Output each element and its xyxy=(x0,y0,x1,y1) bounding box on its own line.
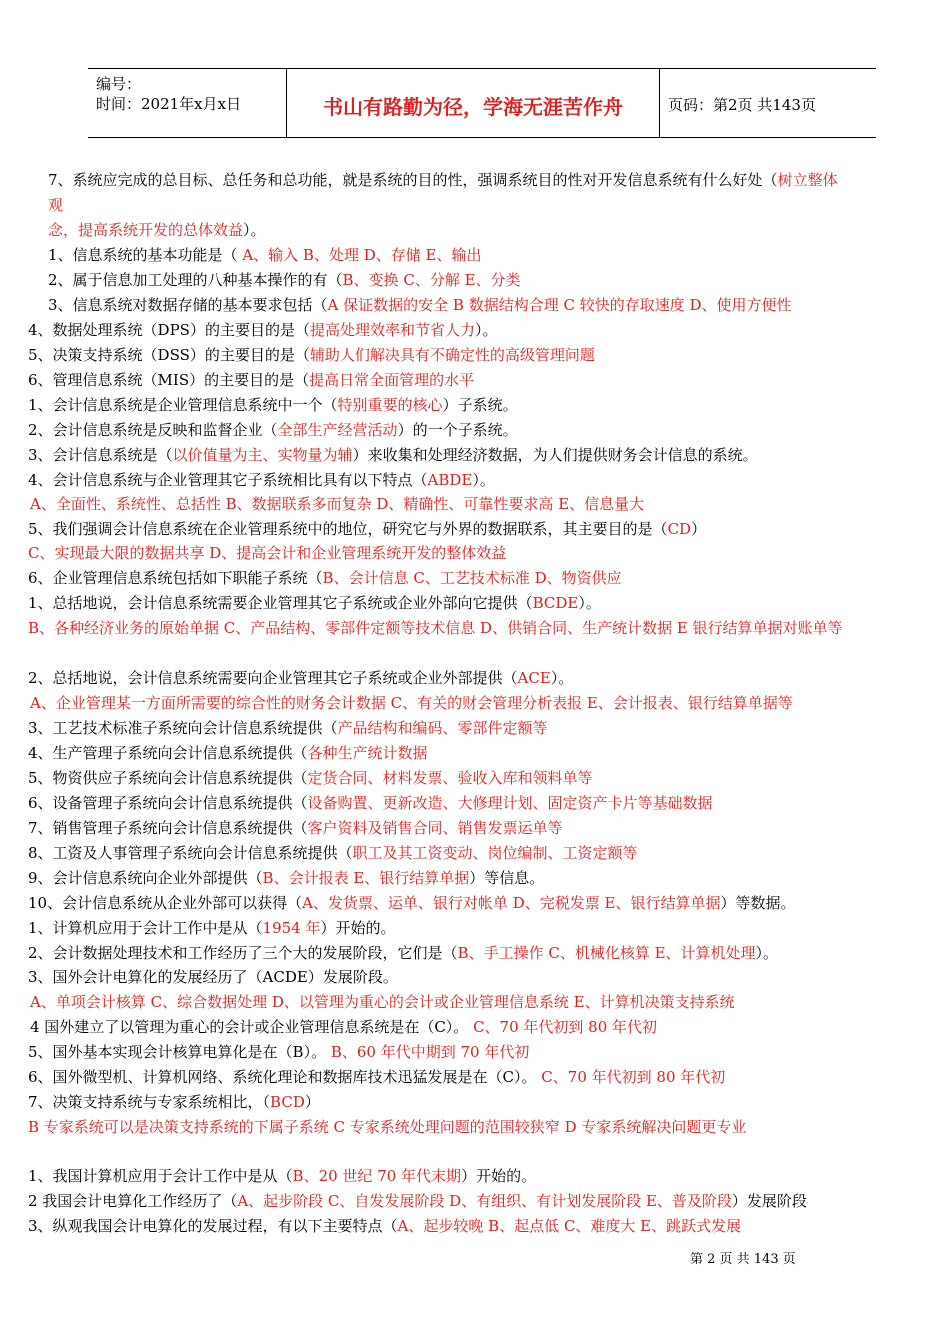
question-text: 3、会计信息系统是（ xyxy=(28,446,173,464)
text-line xyxy=(28,445,758,465)
text-line xyxy=(28,967,398,987)
text-line xyxy=(28,420,518,440)
question-text: 9、会计信息系统向企业外部提供（ xyxy=(28,869,263,887)
answer-text: B、手工操作 C、机械化核算 E、计算机处理 xyxy=(457,944,756,962)
question-text: ）开始的。 xyxy=(461,1167,537,1185)
answer-text: 观 xyxy=(48,196,64,214)
code-label: 编号： xyxy=(96,75,142,93)
page-info: 页码：第2页 共143页 xyxy=(668,96,816,114)
answer-text: 各种生产统计数据 xyxy=(307,744,428,762)
question-text: 3、工艺技术标准子系统向会计信息系统提供（ xyxy=(28,719,338,737)
question-text: ）等信息。 xyxy=(469,869,545,887)
question-text: 5、我们强调会计信息系统在企业管理系统中的地位，研究它与外界的数据联系，其主要目的是（ xyxy=(28,520,668,538)
answer-text: ACE xyxy=(517,669,551,687)
text-line xyxy=(28,893,795,913)
question-text: ）的一个子系统。 xyxy=(397,421,518,439)
text-line xyxy=(28,1191,807,1211)
question-text: 4、生产管理子系统向会计信息系统提供（ xyxy=(28,744,308,762)
text-line xyxy=(30,693,793,713)
answer-text: 提高处理效率和节省人力 xyxy=(309,321,475,339)
question-text: 3、国外会计电算化的发展经历了（ACDE）发展阶段。 xyxy=(28,968,398,986)
question-text: ）。 xyxy=(755,944,779,962)
text-line xyxy=(28,718,548,738)
text-line xyxy=(28,1166,536,1186)
question-text: 6、设备管理子系统向会计信息系统提供（ xyxy=(28,794,308,812)
answer-text: 辅助人们解决具有不确定性的高级管理问题 xyxy=(309,346,595,364)
question-text: 2、总括地说，会计信息系统需要向企业管理其它子系统或企业外部提供（ xyxy=(28,669,518,687)
answer-text: 定货合同、材料发票、验收入库和领料单等 xyxy=(307,769,593,787)
question-text: 5、决策支持系统（DSS）的主要目的是（ xyxy=(28,346,310,364)
text-line xyxy=(28,1092,320,1112)
text-line xyxy=(28,593,601,613)
question-text: 5、物资供应子系统向会计信息系统提供（ xyxy=(28,769,308,787)
question-text: 6、管理信息系统（MIS）的主要目的是（ xyxy=(28,371,310,389)
answer-text: ABDE xyxy=(427,471,473,489)
question-text: ）发展阶段 xyxy=(731,1192,807,1210)
text-line xyxy=(28,1216,741,1236)
question-text: ）。 xyxy=(474,321,498,339)
text-line xyxy=(48,195,63,215)
answer-text: A、输入 B、处理 D、存储 E、输出 xyxy=(242,246,482,264)
text-line xyxy=(28,470,495,490)
text-line xyxy=(28,370,474,390)
answer-text: CD xyxy=(667,520,692,538)
text-line xyxy=(28,918,396,938)
question-text: 4、数据处理系统（DPS）的主要目的是（ xyxy=(28,321,310,339)
text-line xyxy=(48,270,521,290)
time-label: 时间：2021年x月x日 xyxy=(96,95,242,113)
question-text: 1、总括地说，会计信息系统需要企业管理其它子系统或企业外部向它提供（ xyxy=(28,594,533,612)
answer-text: 特别重要的核心 xyxy=(337,396,443,414)
question-text: 1、计算机应用于会计工作中是从（ xyxy=(28,919,263,937)
text-line xyxy=(48,245,481,265)
question-text: 7、系统应完成的总目标、总任务和总功能，就是系统的目的性，强调系统目的性对开发信息系统有什么好处（ xyxy=(48,171,778,189)
answer-text: BCDE xyxy=(532,594,579,612)
answer-text: 念，提高系统开发的总体效益 xyxy=(48,221,244,239)
text-line xyxy=(30,992,735,1012)
answer-text: A、单项会计核算 C、综合数据处理 D、以管理为重心的会计或企业管理信息系统 E、计算机决策支持系统 xyxy=(30,993,735,1011)
question-text: ）。 xyxy=(472,471,495,489)
text-line xyxy=(28,618,843,638)
text-line xyxy=(48,170,838,190)
text-line xyxy=(28,320,497,340)
text-line xyxy=(28,743,428,763)
text-line xyxy=(28,519,706,539)
question-text: 5、国外基本实现会计核算电算化是在（B）。 xyxy=(28,1043,331,1061)
answer-text: B 专家系统可以是决策支持系统的下属子系统 C 专家系统处理问题的范围较狭窄 D 专家系统解决问题更专业 xyxy=(28,1118,747,1136)
question-text: ）等数据。 xyxy=(720,894,796,912)
answer-text: 职工及其工资变动、岗位编制、工资定额等 xyxy=(352,844,638,862)
answer-text: 1954 年 xyxy=(262,919,321,937)
answer-text: B、20 世纪 70 年代末期 xyxy=(292,1167,462,1185)
text-line xyxy=(28,395,518,415)
text-line xyxy=(28,1067,725,1087)
answer-text: A、起步较晚 B、起点低 C、难度大 E、跳跃式发展 xyxy=(397,1217,742,1235)
text-line xyxy=(28,843,638,863)
question-text: 10、会计信息系统从企业外部可以获得（ xyxy=(28,894,303,912)
answer-text: A、全面性、系统性、总括性 B、数据联系多而复杂 D、精确性、可靠性要求高 E、信息量大 xyxy=(30,495,645,513)
question-text: 2、会计信息系统是反映和监督企业（ xyxy=(28,421,278,439)
question-text: 3、信息系统对数据存储的基本要求包括（ xyxy=(48,296,328,314)
text-line xyxy=(28,668,573,688)
answer-text: B、各种经济业务的原始单据 C、产品结构、零部件定额等技术信息 D、供销合同、生产统计数据 E 银行结算单据对账单等 xyxy=(28,619,843,637)
question-text: 2、会计数据处理技术和工作经历了三个大的发展阶段，它们是（ xyxy=(28,944,458,962)
answer-text: 设备购置、更新改造、大修理计划、固定资产卡片等基础数据 xyxy=(307,794,713,812)
text-line xyxy=(28,1042,529,1062)
answer-text: 产品结构和编码、零部件定额等 xyxy=(337,719,548,737)
question-text: 4 国外建立了以管理为重心的会计或企业管理信息系统是在（C）。 xyxy=(30,1018,474,1036)
answer-text: C、实现最大限的数据共享 D、提高会计和企业管理系统开发的整体效益 xyxy=(28,544,507,562)
question-text: 6、企业管理信息系统包括如下职能子系统（ xyxy=(28,569,323,587)
question-text: 1、我国计算机应用于会计工作中是从（ xyxy=(28,1167,293,1185)
question-text: 2、属于信息加工处理的八种基本操作的有（ xyxy=(48,271,343,289)
answer-text: 全部生产经营活动 xyxy=(277,421,398,439)
question-text: ）开始的。 xyxy=(320,919,396,937)
question-text: 6、国外微型机、计算机网络、系统化理论和数据库技术迅猛发展是在（C）。 xyxy=(28,1068,542,1086)
text-line xyxy=(28,818,563,838)
answer-text: A 保证数据的安全 B 数据结构合理 C 较快的存取速度 D、使用方便性 xyxy=(327,296,792,314)
question-text: 1、会计信息系统是企业管理信息系统中一个（ xyxy=(28,396,338,414)
question-text: 8、工资及人事管理子系统向会计信息系统提供（ xyxy=(28,844,353,862)
question-text: 4、会计信息系统与企业管理其它子系统相比具有以下特点（ xyxy=(28,471,428,489)
question-text: 7、销售管理子系统向会计信息系统提供（ xyxy=(28,819,308,837)
question-text: ） xyxy=(304,1093,320,1111)
answer-text: 以价值量为主、实物量为辅 xyxy=(172,446,353,464)
text-line xyxy=(28,568,622,588)
question-text: ）。 xyxy=(550,669,574,687)
text-line xyxy=(28,868,544,888)
answer-text: 提高日常全面管理的水平 xyxy=(309,371,475,389)
question-text: 7、决策支持系统与专家系统相比，（ xyxy=(28,1093,271,1111)
answer-text: A、企业管理某一方面所需要的综合性的财务会计数据 C、有关的财会管理分析表报 E、会计报表、银行结算单据等 xyxy=(30,694,793,712)
answer-text: 树立整体 xyxy=(777,171,838,189)
answer-text: A、起步阶段 C、自发发展阶段 D、有组织、有计划发展阶段 E、普及阶段 xyxy=(237,1192,732,1210)
question-text: ）。 xyxy=(578,594,601,612)
text-line xyxy=(28,345,595,365)
question-text: 2 我国会计电算化工作经历了（ xyxy=(28,1192,238,1210)
text-line xyxy=(28,768,593,788)
answer-text: B、会计报表 E、银行结算单据 xyxy=(262,869,470,887)
text-line xyxy=(28,1117,746,1137)
answer-text: B、60 年代中期到 70 年代初 xyxy=(330,1043,530,1061)
text-line xyxy=(30,494,644,514)
answer-text: BCD xyxy=(270,1093,305,1111)
answer-text: B、变换 C、分解 E、分类 xyxy=(342,271,521,289)
page-footer: 第 2 页 共 143 页 xyxy=(690,1252,796,1267)
question-text: ）来收集和处理经济数据，为人们提供财务会计信息的系统。 xyxy=(352,446,758,464)
text-line xyxy=(28,943,778,963)
question-text: 3、纵观我国会计电算化的发展过程，有以下主要特点（ xyxy=(28,1217,398,1235)
text-line xyxy=(48,295,792,315)
answer-text: B、会计信息 C、工艺技术标准 D、物资供应 xyxy=(322,569,622,587)
answer-text: 客户资料及销售合同、销售发票运单等 xyxy=(307,819,563,837)
question-text: 1、信息系统的基本功能是（ xyxy=(48,246,243,264)
text-line xyxy=(48,220,266,240)
answer-text: A、发货票、运单、银行对帐单 D、完税发票 E、银行结算单据 xyxy=(302,894,721,912)
answer-text: C、70 年代初到 80 年代初 xyxy=(473,1018,658,1036)
question-text: ） xyxy=(691,520,707,538)
question-text: ）子系统。 xyxy=(442,396,518,414)
text-line xyxy=(28,793,713,813)
answer-text: C、70 年代初到 80 年代初 xyxy=(541,1068,726,1086)
text-line xyxy=(28,543,506,563)
motto-title: 书山有路勤为径，学海无涯苦作舟 xyxy=(323,95,623,119)
question-text: ）。 xyxy=(243,221,266,239)
text-line xyxy=(30,1017,657,1037)
